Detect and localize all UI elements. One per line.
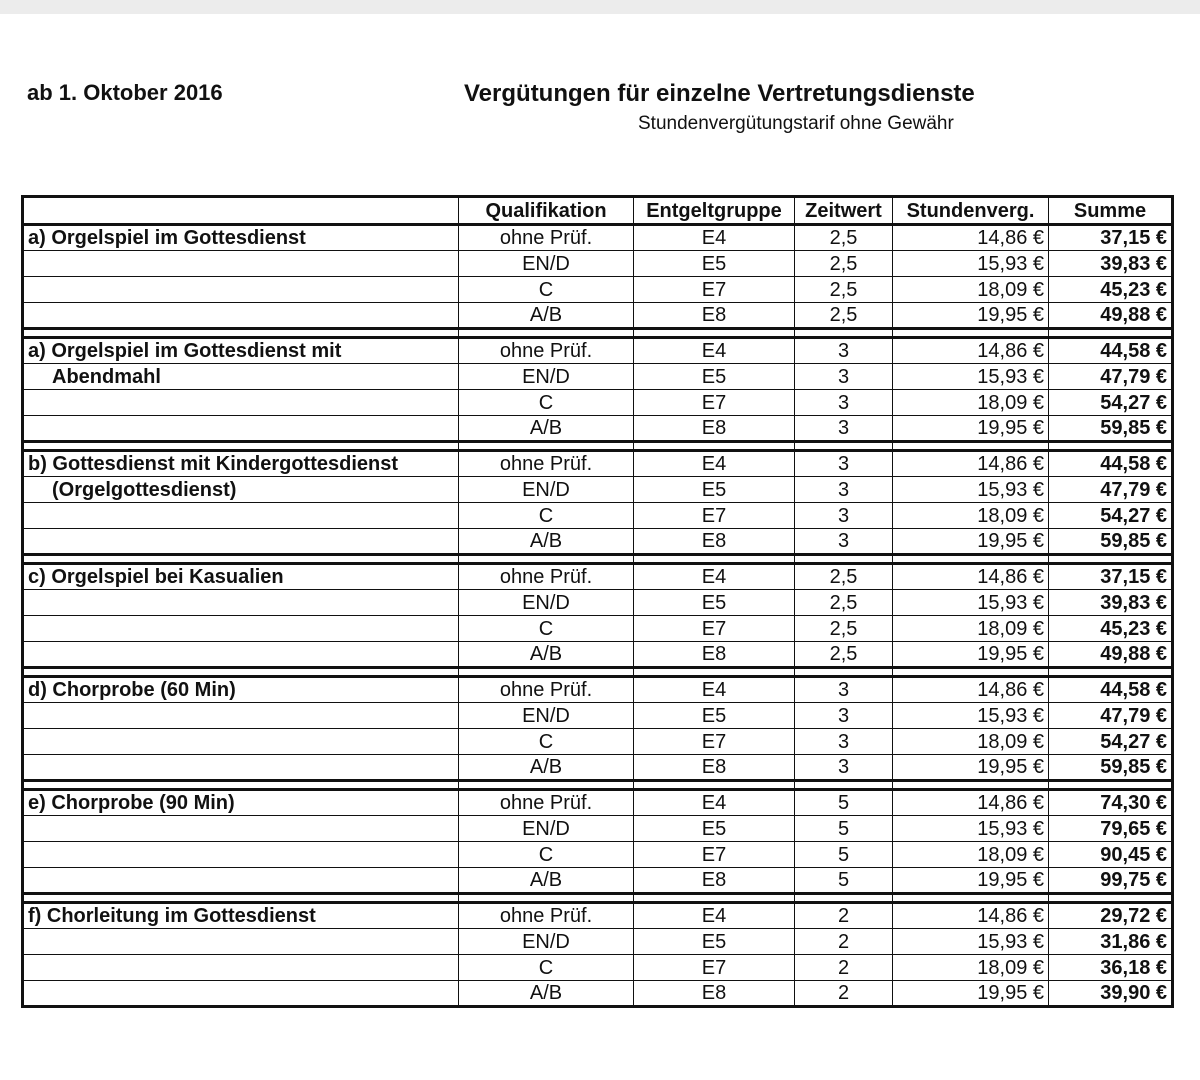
qualifikation-cell: A/B [459,755,634,781]
table-row [23,755,1173,781]
stundenverguetung-cell: 15,93 € [893,590,1049,616]
service-label: b) Gottesdienst mit Kindergottesdienst [23,451,459,477]
separator-cell [23,329,459,338]
qualifikation-cell: EN/D [459,929,634,955]
zeitwert-cell: 3 [795,529,893,555]
qualifikation-cell: C [459,729,634,755]
table-row [23,303,1173,329]
entgeltgruppe-cell: E4 [634,903,795,929]
summe-cell: 36,18 € [1049,955,1173,981]
separator-cell [634,329,795,338]
stundenverguetung-cell: 14,86 € [893,225,1049,251]
table-row [23,590,1173,616]
column-header-stundenverguetung: Stundenverg. [893,197,1049,225]
entgeltgruppe-cell: E8 [634,755,795,781]
stundenverguetung-cell: 18,09 € [893,616,1049,642]
service-label [23,529,459,555]
separator-cell [634,894,795,903]
table-row [23,616,1173,642]
entgeltgruppe-cell: E8 [634,868,795,894]
service-label: c) Orgelspiel bei Kasualien [23,564,459,590]
service-label [23,616,459,642]
separator-cell [459,781,634,790]
separator-cell [459,442,634,451]
summe-cell: 99,75 € [1049,868,1173,894]
entgeltgruppe-cell: E5 [634,251,795,277]
entgeltgruppe-cell: E7 [634,616,795,642]
entgeltgruppe-cell: E5 [634,364,795,390]
entgeltgruppe-cell: E7 [634,842,795,868]
column-header-zeitwert: Zeitwert [795,197,893,225]
table-row [23,503,1173,529]
table-row [23,703,1173,729]
separator-cell [459,555,634,564]
separator-cell [893,668,1049,677]
separator-cell [459,668,634,677]
qualifikation-cell: A/B [459,416,634,442]
zeitwert-cell: 3 [795,755,893,781]
zeitwert-cell: 3 [795,338,893,364]
entgeltgruppe-cell: E8 [634,416,795,442]
separator-cell [795,442,893,451]
zeitwert-cell: 5 [795,868,893,894]
summe-cell: 37,15 € [1049,225,1173,251]
zeitwert-cell: 2,5 [795,590,893,616]
stundenverguetung-cell: 18,09 € [893,277,1049,303]
table-row [23,338,1173,364]
summe-cell: 49,88 € [1049,642,1173,668]
stundenverguetung-cell: 19,95 € [893,303,1049,329]
qualifikation-cell: C [459,390,634,416]
separator-cell [23,781,459,790]
summe-cell: 47,79 € [1049,364,1173,390]
separator-cell [795,781,893,790]
stundenverguetung-cell: 15,93 € [893,816,1049,842]
summe-cell: 54,27 € [1049,503,1173,529]
summe-cell: 59,85 € [1049,416,1173,442]
stundenverguetung-cell: 18,09 € [893,842,1049,868]
qualifikation-cell: ohne Prüf. [459,225,634,251]
entgeltgruppe-cell: E4 [634,451,795,477]
summe-cell: 59,85 € [1049,529,1173,555]
zeitwert-cell: 3 [795,364,893,390]
service-label: Abendmahl [23,364,459,390]
service-label [23,816,459,842]
stundenverguetung-cell: 19,95 € [893,416,1049,442]
summe-cell: 44,58 € [1049,451,1173,477]
entgeltgruppe-cell: E4 [634,564,795,590]
stundenverguetung-cell: 19,95 € [893,642,1049,668]
entgeltgruppe-cell: E5 [634,703,795,729]
entgeltgruppe-cell: E8 [634,303,795,329]
stundenverguetung-cell: 18,09 € [893,955,1049,981]
zeitwert-cell: 5 [795,842,893,868]
qualifikation-cell: ohne Prüf. [459,903,634,929]
table-row [23,477,1173,503]
entgeltgruppe-cell: E7 [634,277,795,303]
stundenverguetung-cell: 15,93 € [893,477,1049,503]
entgeltgruppe-cell: E7 [634,729,795,755]
entgeltgruppe-cell: E5 [634,477,795,503]
summe-cell: 39,90 € [1049,981,1173,1007]
service-label [23,981,459,1007]
table-row [23,225,1173,251]
summe-cell: 54,27 € [1049,390,1173,416]
separator-cell [634,555,795,564]
summe-cell: 45,23 € [1049,616,1173,642]
service-label: d) Chorprobe (60 Min) [23,677,459,703]
summe-cell: 59,85 € [1049,755,1173,781]
table-row [23,903,1173,929]
service-label: (Orgelgottesdienst) [23,477,459,503]
service-label [23,303,459,329]
stundenverguetung-cell: 15,93 € [893,929,1049,955]
qualifikation-cell: EN/D [459,816,634,842]
separator-cell [893,781,1049,790]
service-label [23,929,459,955]
summe-cell: 49,88 € [1049,303,1173,329]
entgeltgruppe-cell: E7 [634,503,795,529]
tariff-table [21,195,1174,1008]
summe-cell: 47,79 € [1049,703,1173,729]
zeitwert-cell: 3 [795,451,893,477]
qualifikation-cell: ohne Prüf. [459,451,634,477]
zeitwert-cell: 2,5 [795,303,893,329]
stundenverguetung-cell: 15,93 € [893,364,1049,390]
document-subtitle: Stundenvergütungstarif ohne Gewähr [638,113,954,134]
zeitwert-cell: 2 [795,981,893,1007]
summe-cell: 39,83 € [1049,251,1173,277]
zeitwert-cell: 2,5 [795,564,893,590]
qualifikation-cell: C [459,616,634,642]
summe-cell: 31,86 € [1049,929,1173,955]
qualifikation-cell: C [459,955,634,981]
document-title: Vergütungen für einzelne Vertretungsdienste [464,80,975,107]
separator-cell [1049,668,1173,677]
zeitwert-cell: 2,5 [795,277,893,303]
zeitwert-cell: 2 [795,955,893,981]
separator-cell [893,555,1049,564]
group-separator [23,668,1173,677]
zeitwert-cell: 3 [795,416,893,442]
separator-cell [459,894,634,903]
qualifikation-cell: EN/D [459,364,634,390]
summe-cell: 54,27 € [1049,729,1173,755]
entgeltgruppe-cell: E4 [634,225,795,251]
stundenverguetung-cell: 14,86 € [893,564,1049,590]
column-header-qualifikation: Qualifikation [459,197,634,225]
qualifikation-cell: ohne Prüf. [459,564,634,590]
table-row [23,277,1173,303]
service-label [23,390,459,416]
entgeltgruppe-cell: E4 [634,790,795,816]
entgeltgruppe-cell: E8 [634,981,795,1007]
effective-date: ab 1. Oktober 2016 [27,80,223,105]
qualifikation-cell: EN/D [459,703,634,729]
table-row [23,251,1173,277]
separator-cell [795,668,893,677]
table-row [23,929,1173,955]
zeitwert-cell: 5 [795,816,893,842]
stundenverguetung-cell: 15,93 € [893,251,1049,277]
stundenverguetung-cell: 14,86 € [893,338,1049,364]
viewer-top-bar [0,0,1200,14]
summe-cell: 90,45 € [1049,842,1173,868]
entgeltgruppe-cell: E8 [634,529,795,555]
summe-cell: 74,30 € [1049,790,1173,816]
zeitwert-cell: 3 [795,729,893,755]
qualifikation-cell: A/B [459,303,634,329]
zeitwert-cell: 2,5 [795,616,893,642]
separator-cell [634,668,795,677]
table-row [23,364,1173,390]
stundenverguetung-cell: 19,95 € [893,868,1049,894]
qualifikation-cell: A/B [459,868,634,894]
zeitwert-cell: 3 [795,477,893,503]
qualifikation-cell: A/B [459,642,634,668]
service-label: e) Chorprobe (90 Min) [23,790,459,816]
entgeltgruppe-cell: E5 [634,816,795,842]
separator-cell [893,442,1049,451]
table-row [23,868,1173,894]
separator-cell [23,894,459,903]
zeitwert-cell: 3 [795,390,893,416]
tariff-table-body [23,225,1173,1007]
service-label [23,729,459,755]
entgeltgruppe-cell: E5 [634,590,795,616]
column-header-summe: Summe [1049,197,1173,225]
qualifikation-cell: ohne Prüf. [459,677,634,703]
table-row [23,677,1173,703]
table-row [23,729,1173,755]
table-row [23,416,1173,442]
group-separator [23,329,1173,338]
summe-cell: 47,79 € [1049,477,1173,503]
service-label [23,703,459,729]
service-label: a) Orgelspiel im Gottesdienst mit [23,338,459,364]
column-header-service [23,197,459,225]
table-row [23,564,1173,590]
zeitwert-cell: 2 [795,903,893,929]
separator-cell [459,329,634,338]
summe-cell: 44,58 € [1049,677,1173,703]
table-row [23,955,1173,981]
qualifikation-cell: EN/D [459,590,634,616]
qualifikation-cell: EN/D [459,477,634,503]
summe-cell: 79,65 € [1049,816,1173,842]
stundenverguetung-cell: 18,09 € [893,729,1049,755]
service-label [23,955,459,981]
stundenverguetung-cell: 19,95 € [893,529,1049,555]
zeitwert-cell: 3 [795,503,893,529]
separator-cell [1049,555,1173,564]
stundenverguetung-cell: 15,93 € [893,703,1049,729]
stundenverguetung-cell: 18,09 € [893,503,1049,529]
separator-cell [1049,442,1173,451]
separator-cell [1049,329,1173,338]
zeitwert-cell: 2,5 [795,225,893,251]
separator-cell [893,894,1049,903]
separator-cell [23,668,459,677]
zeitwert-cell: 3 [795,703,893,729]
stundenverguetung-cell: 14,86 € [893,677,1049,703]
separator-cell [23,555,459,564]
table-row [23,390,1173,416]
separator-cell [23,442,459,451]
stundenverguetung-cell: 14,86 € [893,790,1049,816]
stundenverguetung-cell: 19,95 € [893,755,1049,781]
qualifikation-cell: A/B [459,981,634,1007]
group-separator [23,781,1173,790]
qualifikation-cell: C [459,277,634,303]
stundenverguetung-cell: 14,86 € [893,903,1049,929]
group-separator [23,894,1173,903]
separator-cell [795,329,893,338]
qualifikation-cell: ohne Prüf. [459,790,634,816]
separator-cell [795,555,893,564]
zeitwert-cell: 3 [795,677,893,703]
table-row [23,981,1173,1007]
entgeltgruppe-cell: E4 [634,338,795,364]
column-header-entgeltgruppe: Entgeltgruppe [634,197,795,225]
separator-cell [1049,781,1173,790]
service-label [23,642,459,668]
table-row [23,529,1173,555]
qualifikation-cell: C [459,842,634,868]
separator-cell [1049,894,1173,903]
entgeltgruppe-cell: E8 [634,642,795,668]
qualifikation-cell: C [459,503,634,529]
service-label [23,251,459,277]
table-row [23,842,1173,868]
service-label [23,277,459,303]
separator-cell [634,442,795,451]
table-row [23,816,1173,842]
table-header-row [23,197,1173,225]
service-label [23,755,459,781]
group-separator [23,555,1173,564]
separator-cell [634,781,795,790]
service-label [23,416,459,442]
entgeltgruppe-cell: E4 [634,677,795,703]
service-label [23,868,459,894]
entgeltgruppe-cell: E5 [634,929,795,955]
service-label [23,590,459,616]
separator-cell [893,329,1049,338]
zeitwert-cell: 2,5 [795,642,893,668]
summe-cell: 39,83 € [1049,590,1173,616]
group-separator [23,442,1173,451]
entgeltgruppe-cell: E7 [634,955,795,981]
qualifikation-cell: ohne Prüf. [459,338,634,364]
table-row [23,790,1173,816]
stundenverguetung-cell: 14,86 € [893,451,1049,477]
service-label [23,842,459,868]
stundenverguetung-cell: 19,95 € [893,981,1049,1007]
separator-cell [795,894,893,903]
qualifikation-cell: A/B [459,529,634,555]
entgeltgruppe-cell: E7 [634,390,795,416]
table-row [23,642,1173,668]
summe-cell: 45,23 € [1049,277,1173,303]
summe-cell: 37,15 € [1049,564,1173,590]
summe-cell: 29,72 € [1049,903,1173,929]
table-row [23,451,1173,477]
service-label: f) Chorleitung im Gottesdienst [23,903,459,929]
summe-cell: 44,58 € [1049,338,1173,364]
service-label [23,503,459,529]
zeitwert-cell: 2 [795,929,893,955]
zeitwert-cell: 2,5 [795,251,893,277]
qualifikation-cell: EN/D [459,251,634,277]
stundenverguetung-cell: 18,09 € [893,390,1049,416]
zeitwert-cell: 5 [795,790,893,816]
service-label: a) Orgelspiel im Gottesdienst [23,225,459,251]
